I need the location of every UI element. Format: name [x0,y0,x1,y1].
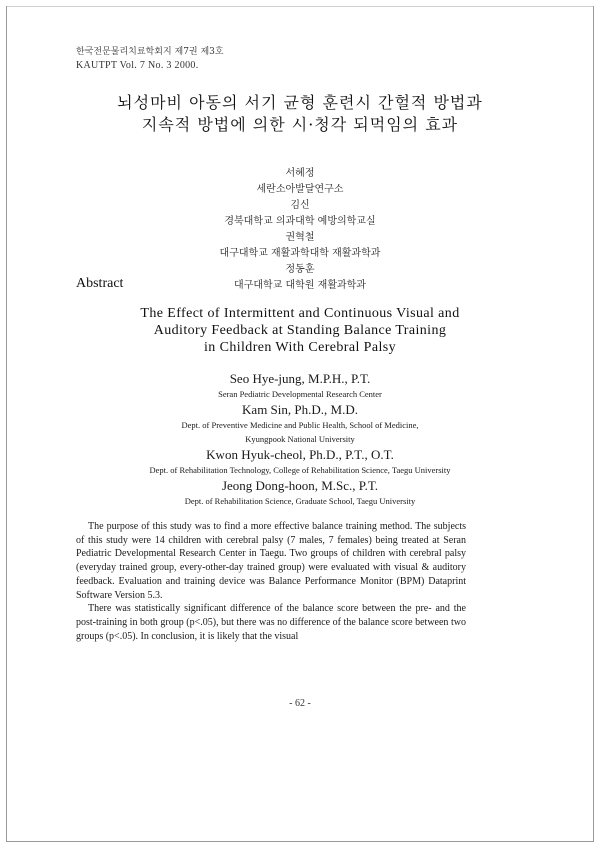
abstract-body [76,520,466,643]
english-title-line-1: The Effect of Intermittent and Continuous Visual and [140,306,460,321]
page-number: - 62 - [289,698,311,709]
english-title-line-3: in Children With Cerebral Palsy [204,340,396,355]
korean-title-line-1: 뇌성마비 아동의 서기 균형 훈련시 간헐적 방법과 [117,93,483,112]
journal-header [76,46,224,72]
english-author-list [0,370,600,508]
korean-title [0,92,600,136]
korean-author-name: 서혜정 [285,168,315,179]
english-author-name: Kwon Hyuk-cheol, Ph.D., P.T., O.T. [206,447,394,462]
english-author-name: Kam Sin, Ph.D., M.D. [242,402,358,417]
korean-author-name: 권혁철 [285,232,315,243]
english-author-affiliation: Dept. of Preventive Medicine and Public Health, School of Medicine, [181,420,419,430]
abstract-paragraph: The purpose of this study was to find a more effective balance training method. The subjects of this study were 14 children with cerebral palsy (7 males, 7 females) being treated at Seran Pediatric Developmental Research Center in Taegu. Two groups of children with cerebral palsy (everyday trained group, every-other-day trained group) were evaluated with visual & auditory feedback. Evaluation and training device was Balance Performance Monitor (BPM) Dataprint Software Version 5.3. [76,521,466,601]
abstract-heading: Abstract [76,276,124,291]
english-author-affiliation: Seran Pediatric Developmental Research Center [218,389,382,399]
korean-author-name: 김신 [290,200,310,211]
korean-author-list [0,166,600,294]
journal-english-line: KAUTPT Vol. 7 No. 3 2000. [76,60,199,71]
english-title [0,305,600,356]
korean-title-line-2: 지속적 방법에 의한 시·청각 되먹임의 효과 [141,115,459,134]
korean-author-affiliation: 대구대학교 대학원 재활과학과 [234,280,366,291]
journal-korean-line: 한국전문물리치료학회지 제7권 제3호 [76,47,224,57]
korean-author-name: 정동훈 [285,264,315,275]
korean-author-affiliation: 세란소아발달연구소 [256,184,344,195]
english-author-affiliation: Kyungpook National University [245,434,355,444]
korean-author-affiliation: 대구대학교 재활과학대학 재활과학과 [219,248,381,259]
english-author-name: Seo Hye-jung, M.P.H., P.T. [229,371,371,386]
english-author-affiliation: Dept. of Rehabilitation Technology, College of Rehabilitation Science, Taegu University [149,465,451,475]
korean-author-affiliation: 경북대학교 의과대학 예방의학교실 [224,216,376,227]
english-author-name: Jeong Dong-hoon, M.Sc., P.T. [221,478,379,493]
abstract-paragraph: There was statistically significant difference of the balance score between the pre- and the post-training in both group (p<.05), but there was no difference of the balance score between two groups (p<.05). In conclusion, it is likely that the visual [76,603,466,642]
english-title-line-2: Auditory Feedback at Standing Balance Training [153,323,447,338]
english-author-affiliation: Dept. of Rehabilitation Science, Graduate School, Taegu University [184,496,416,506]
